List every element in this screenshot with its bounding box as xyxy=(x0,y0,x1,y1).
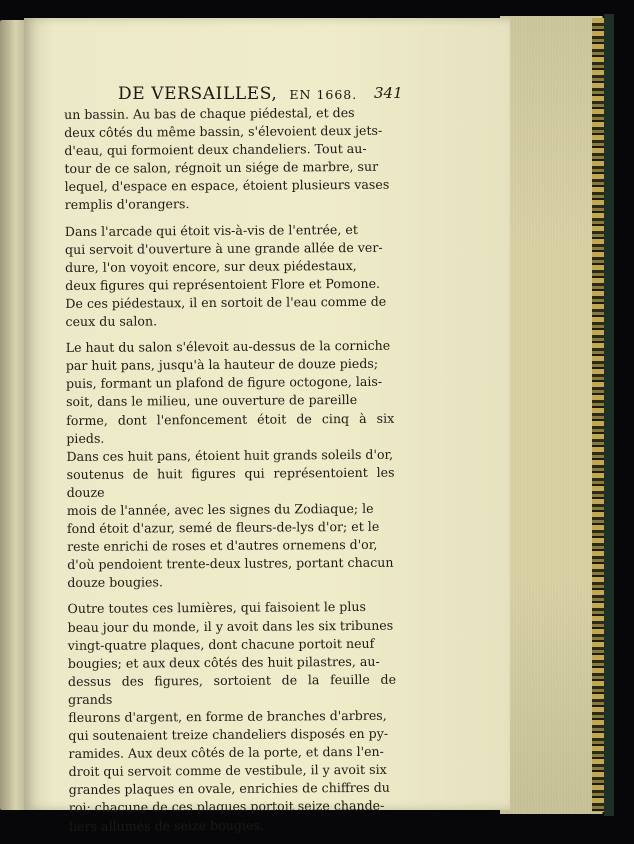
book-spine xyxy=(604,14,614,816)
paragraph-3: Le haut du salon s'élevoit au-dessus de la corniche par huit pans, jusqu'à la hauteur de douze pieds; puis, formant un plafond de figure octogone, lais- soit, dans le milieu, une ouverture de pareille forme, dont l'enfoncement étoit de cinq à six pieds. Dans ces huit pans, étoient huit grands soleils d'or, soutenus de huit figures qui représentoient les douze mois de l'année, avec les signes du Zodiaque; le fond étoit d'azur, semé de fleurs-de-lys d'or; et le reste enrichi de roses et d'autres ornemens d'or, d'où pendoient trente-deux lustres, portant chacun douze bougies. xyxy=(65,337,395,591)
running-year: EN 1668. xyxy=(289,87,358,102)
paragraph-4: Outre toutes ces lumières, qui faisoient le plus beau jour du monde, il y avoit dans les six tribunes vingt-quatre plaques, dont chacune portoit neuf bougies; et aux deux côtés des huit pilastres, au- dessus des figures, sortoient de la feuille de grands fleurons d'argent, en forme de branches d'arbres, qui soutenaient treize chandeliers disposés en py- ramides. Aux deux côtés de la porte, et dans l'en- droit qui servoit comme de vestibule, il y avoit six grandes plaques en ovale, enrichies de chiffres du roi; chacune de ces plaques portoit seize chande- liers allumés de seize bougies. xyxy=(67,599,397,834)
running-title: DE VERSAILLES, xyxy=(118,84,278,104)
page-number: 341 xyxy=(374,84,403,102)
page-block-shade xyxy=(500,16,602,814)
running-header xyxy=(118,84,408,104)
body-text xyxy=(64,104,397,844)
paragraph-1: un bassin. Au bas de chaque piédestal, et des deux côtés du même bassin, s'élevoient deux jets- d'eau, qui formoient deux chandeliers. Tout au- tour de ce salon, régnoit un siége de marbre, sur lequel, d'espace en espace, étoient plusieurs vases remplis d'orangers. xyxy=(64,104,390,213)
paragraph-2: Dans l'arcade qui étoit vis-à-vis de l'entrée, et qui servoit d'ouverture à une grande allée de ver- dure, l'on voyoit encore, sur deux piédestaux, deux figures qui représentoient Flore et Pomone. De ces piédestaux, il en sortoit de l'eau comme de ceux du salon. xyxy=(64,221,387,330)
